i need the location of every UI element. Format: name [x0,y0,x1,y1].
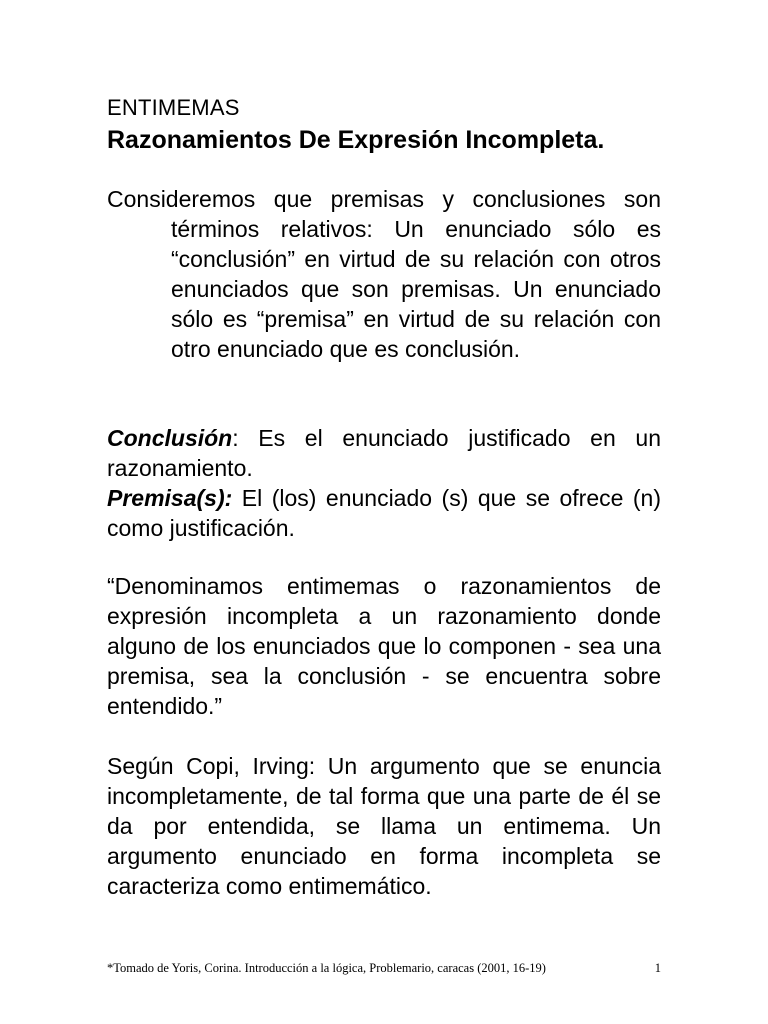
definition-conclusion [107,423,661,483]
definition-term: Conclusión [107,425,233,451]
copi-paragraph: Según Copi, Irving: Un argumento que se enuncia incompletamente, de tal forma que una parte de él se da por entendida, se llama un entimema. Un argumento enunciado en forma incompleta se caracteriza como entimemático. [107,753,661,899]
document-heading: ENTIMEMAS [107,95,240,120]
document-subheading: Razonamientos De Expresión Incompleta. [107,126,605,154]
definition-premisa [107,483,661,543]
definition-text: Es el enunciado justificado en un razonamiento. [107,425,661,481]
page-number: 1 [654,961,661,975]
quote-paragraph: “Denominamos entimemas o razonamientos de expresión incompleta a un razonamiento donde alguno de los enunciados que lo componen - sea una premisa, sea la conclusión - se encuentra sobre entendido.” [107,573,661,719]
definition-text: El (los) enunciado (s) que se ofrece (n) como justificación. [107,485,661,541]
definition-separator: : [232,425,239,451]
intro-paragraph: Consideremos que premisas y conclusiones son términos relativos: Un enunciado sólo es “conclusión” en virtud de su relación con otros enunciados que son premisas. Un enunciado sólo es “premisa” en virtud de su relación con otro enunciado que es conclusión. [107,186,661,362]
definition-term: Premisa(s): [107,485,233,511]
footnote-text: *Tomado de Yoris, Corina. Introducción a la lógica, Problemario, caracas (2001, 16-19) [107,961,546,975]
definitions-block [107,423,661,543]
